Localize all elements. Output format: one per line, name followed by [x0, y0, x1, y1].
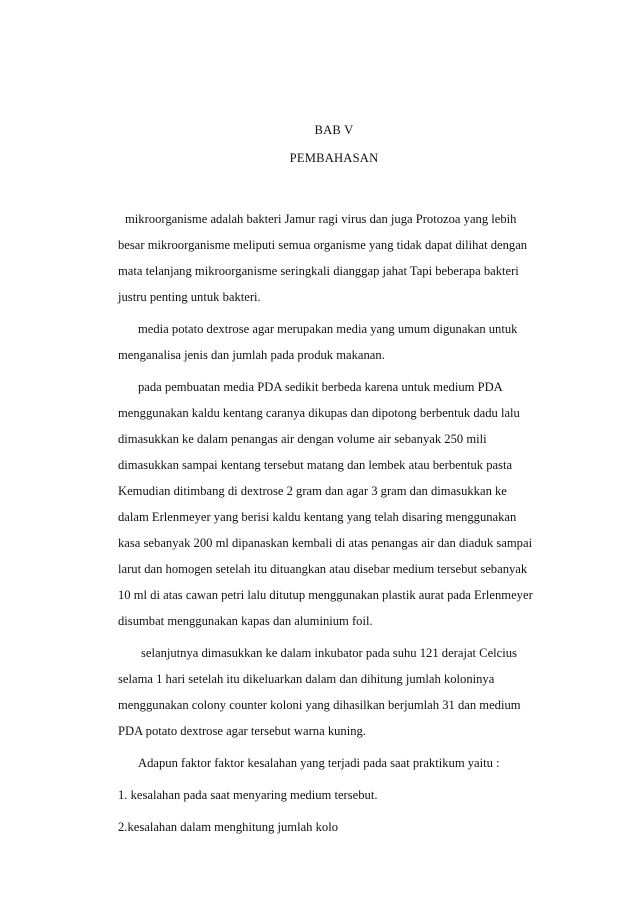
paragraph-2-line-1: media potato dextrose agar merupakan media yang umum digunakan untuk: [138, 322, 518, 336]
paragraph-4-line-1: selanjutnya dimasukkan ke dalam inkubator pada suhu 121 derajat Celcius: [141, 646, 517, 660]
paragraph-3-line-10: disumbat menggunakan kapas dan aluminium foil.: [118, 614, 373, 628]
paragraph-1-line-2: besar mikroorganisme meliputi semua organisme yang tidak dapat dilihat dengan: [118, 238, 528, 252]
chapter-heading: BAB V: [314, 123, 354, 137]
paragraph-3-line-5: Kemudian ditimbang di dextrose 2 gram dan agar 3 gram dan dimasukkan ke: [118, 484, 507, 498]
paragraph-3-line-4: dimasukkan sampai kentang tersebut matang dan lembek atau berbentuk pasta: [118, 458, 513, 472]
paragraph-2-line-2: menganalisa jenis dan jumlah pada produk makanan.: [118, 348, 385, 362]
paragraph-4-line-3: menggunakan colony counter koloni yang dihasilkan berjumlah 31 dan medium: [118, 698, 521, 712]
paragraph-3-line-6: dalam Erlenmeyer yang berisi kaldu kentang yang telah disaring menggunakan: [118, 510, 517, 524]
paragraph-3-line-1: pada pembuatan media PDA sedikit berbeda karena untuk medium PDA: [138, 380, 503, 394]
paragraph-1-line-1: mikroorganisme adalah bakteri Jamur ragi virus dan juga Protozoa yang lebih: [125, 212, 517, 226]
paragraph-1-line-3: mata telanjang mikroorganisme seringkali dianggap jahat Tapi beberapa bakteri: [118, 264, 519, 278]
paragraph-5-line-1: Adapun faktor faktor kesalahan yang terjadi pada saat praktikum yaitu :: [138, 756, 500, 770]
paragraph-4-line-4: PDA potato dextrose agar tersebut warna kuning.: [118, 724, 366, 738]
list-item-2: 2.kesalahan dalam menghitung jumlah kolo: [118, 820, 338, 834]
paragraph-1-line-4: justru penting untuk bakteri.: [118, 290, 261, 304]
paragraph-3-line-2: menggunakan kaldu kentang caranya dikupas dan dipotong berbentuk dadu lalu: [118, 406, 520, 420]
list-item-1: 1. kesalahan pada saat menyaring medium tersebut.: [118, 788, 378, 802]
paragraph-3-line-9: 10 ml di atas cawan petri lalu ditutup menggunakan plastik aurat pada Erlenmeyer: [118, 588, 533, 602]
section-heading: PEMBAHASAN: [289, 151, 379, 165]
paragraph-3-line-3: dimasukkan ke dalam penangas air dengan volume air sebanyak 250 mili: [118, 432, 487, 446]
paragraph-3-line-7: kasa sebanyak 200 ml dipanaskan kembali di atas penangas air dan diaduk sampai: [118, 536, 533, 550]
paragraph-3-line-8: larut dan homogen setelah itu dituangkan atau disebar medium tersebut sebanyak: [118, 562, 528, 576]
paragraph-4-line-2: selama 1 hari setelah itu dikeluarkan dalam dan dihitung jumlah koloninya: [118, 672, 495, 686]
